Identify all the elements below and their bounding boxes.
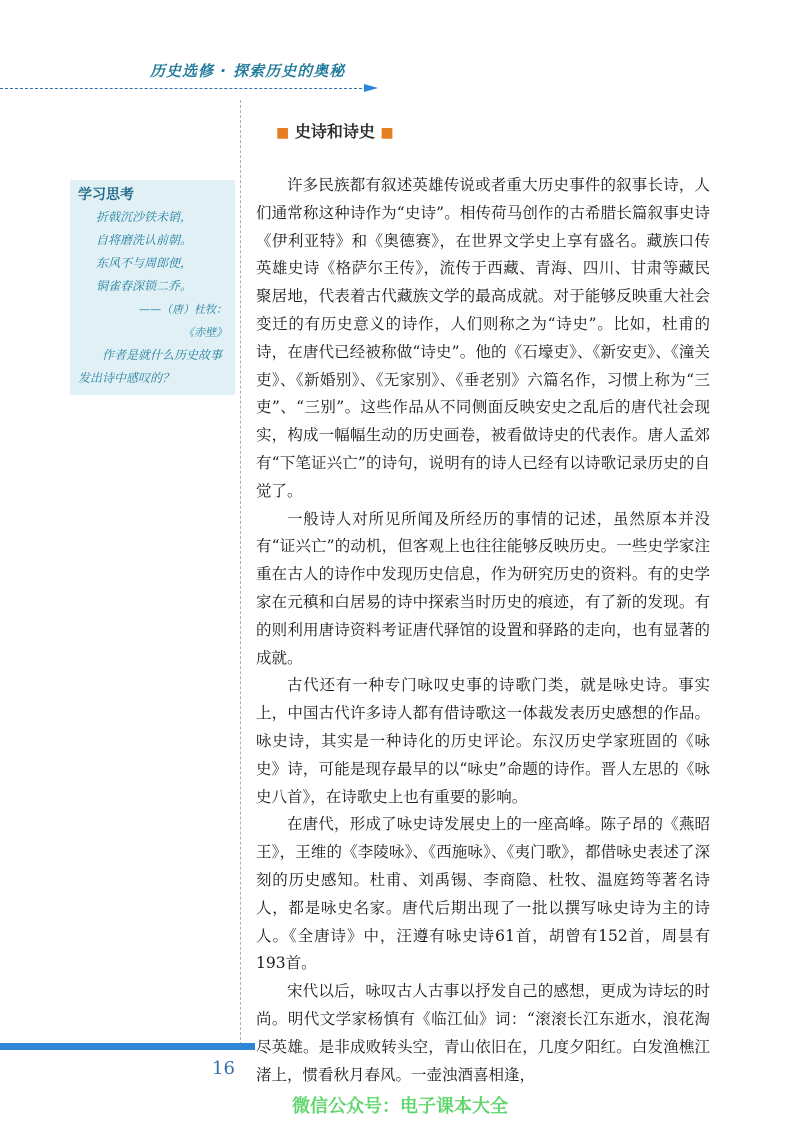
paragraph: 许多民族都有叙述英雄传说或者重大历史事件的叙事长诗，人们通常称这种诗作为“史诗”。相传荷马创作的古希腊长篇叙事史诗《伊利亚特》和《奥德赛》，在世界文学史上享有盛名。藏族口传英雄史诗《格萨尔王传》，流传于西藏、青海、四川、甘肃等藏民聚居地，代表着古代藏族文学的最高成就。对于能够反映重大社会变迁的有历史意义的诗作，人们则称之为“诗史”。比如，杜甫的诗，在唐代已经被称做“诗史”。他的《石壕吏》、《新安吏》、《潼关吏》、《新婚别》、《无家别》、《垂老别》六篇名作，习惯上称为“三吏”、“三别”。这些作品从不同侧面反映安史之乱后的唐代社会现实，构成一幅幅生动的历史画卷，被看做诗史的代表作。唐人孟郊有“下笔证兴亡”的诗句，说明有的诗人已经有以诗歌记录历史的自觉了。 <box>256 176 710 500</box>
header-title: 历史选修 · 探索历史的奥秘 <box>150 62 346 80</box>
page-number: 16 <box>212 1058 235 1079</box>
arrow-icon <box>364 84 378 92</box>
footer-bar <box>0 1043 255 1050</box>
poem-line: 铜雀春深锁二乔。 <box>96 279 193 293</box>
study-question: 作者是就什么历史故事发出诗中感叹的？ <box>78 348 223 385</box>
square-bullet-icon: ■ <box>276 125 290 141</box>
section-title-text: 史诗和诗史 <box>294 122 375 141</box>
paragraph: 在唐代，形成了咏史诗发展史上的一座高峰。陈子昂的《燕昭王》，王维的《李陵咏》、《西施咏》、《夷门歌》，都借咏史表述了深刻的历史感知。杜甫、刘禹锡、李商隐、杜牧、温庭筠等著名诗人，都是咏史名家。唐代后期出现了一批以撰写咏史诗为主的诗人。《全唐诗》中，汪遵有咏史诗61首，胡曾有152首，周昙有193首。 <box>256 815 710 973</box>
paragraph: 古代还有一种专门咏叹史事的诗歌门类，就是咏史诗。事实上，中国古代许多诗人都有借诗歌这一体裁发表历史感想的作品。咏史诗，其实是一种诗化的历史评论。东汉历史学家班固的《咏史》诗，可能是现存最早的以“咏史”命题的诗作。晋人左思的《咏史八首》，在诗歌史上也有重要的影响。 <box>256 676 710 806</box>
poem-line: 自将磨洗认前朝。 <box>96 233 193 247</box>
column-divider <box>240 100 241 1050</box>
paragraph: 一般诗人对所见所闻及所经历的事情的记述，虽然原本并没有“证兴亡”的动机，但客观上也往往能够反映历史。一些史学家注重在古人的诗作中发现历史信息，作为研究历史的资料。有的史学家在元稹和白居易的诗中探索当时历史的痕迹，有了新的发现。有的则利用唐诗资料考证唐代驿馆的设置和驿路的走向，也有显著的成就。 <box>256 509 710 667</box>
section-title <box>276 120 576 144</box>
poem-source: 《赤壁》 <box>183 326 227 339</box>
header-divider <box>0 88 372 89</box>
main-text <box>256 172 710 1084</box>
paragraph: 宋代以后，咏叹古人古事以抒发自己的感想，更成为诗坛的时尚。明代文学家杨慎有《临江仙》词：“滚滚长江东逝水，浪花淘尽英雄。是非成败转头空，青山依旧在，几度夕阳红。白发渔樵江渚上，惯看秋月春风。一壶浊酒喜相逢， <box>256 982 710 1084</box>
poem-line: 东风不与周郎便， <box>96 256 193 270</box>
poem-author: ——（唐）杜牧： <box>139 303 227 316</box>
watermark: 微信公众号：电子课本大全 <box>292 1096 508 1117</box>
poem-line: 折戟沉沙铁未销， <box>96 210 193 224</box>
square-bullet-icon: ■ <box>380 125 394 141</box>
sidebar-title: 学习思考 <box>78 187 134 203</box>
study-sidebar <box>70 180 235 395</box>
